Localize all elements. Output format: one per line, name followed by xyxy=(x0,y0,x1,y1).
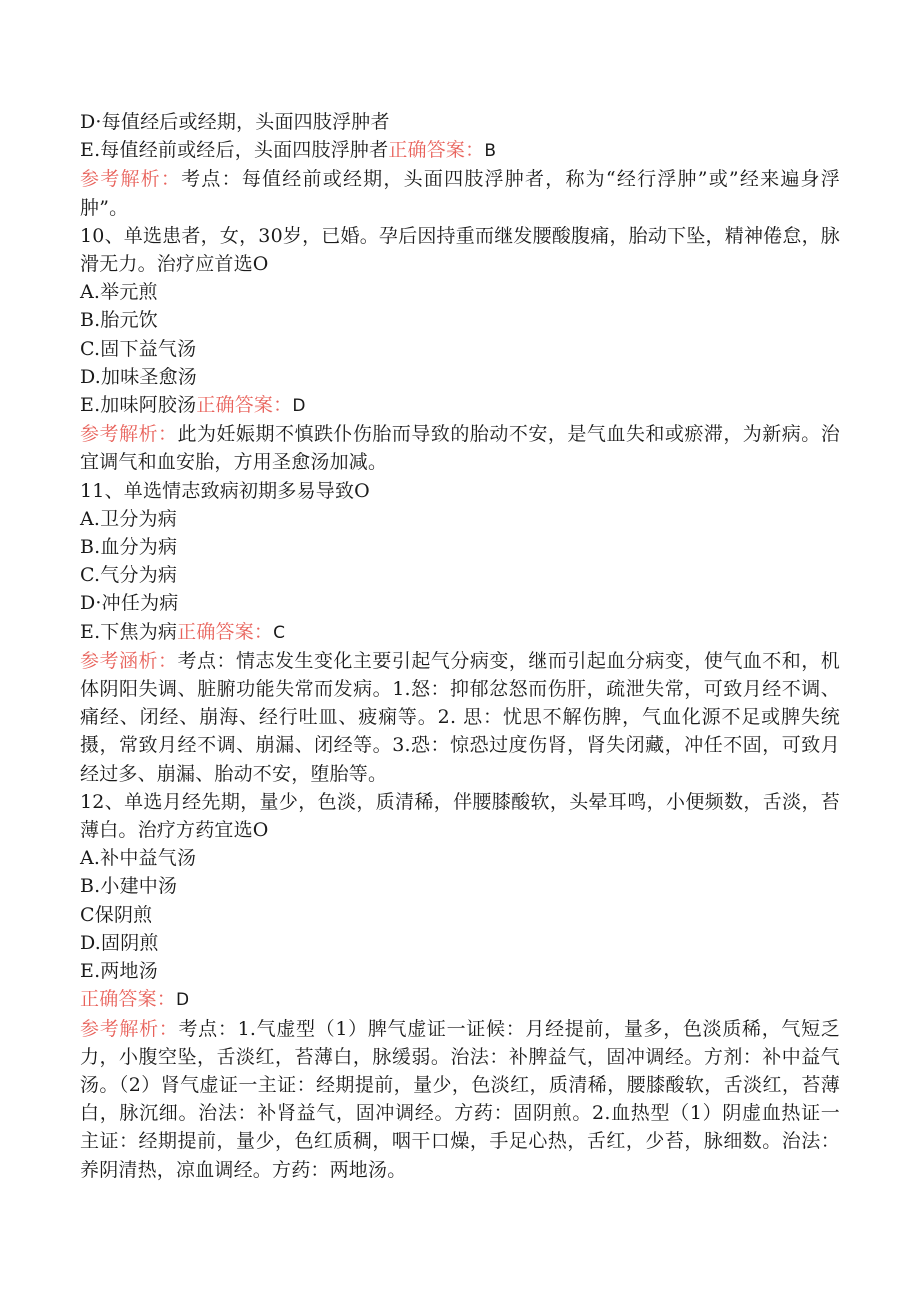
correct-answer-label: 正确答案： xyxy=(388,139,485,162)
q10-option-c: C.固下益气汤 xyxy=(80,337,197,360)
correct-answer-label: 正确答案： xyxy=(177,620,274,643)
q10-option-b: B.胎元饮 xyxy=(80,309,159,332)
q11-option-c: C.气分为病 xyxy=(80,564,178,587)
q12-option-a: A.补中益气汤 xyxy=(80,847,197,870)
q9-answer: B xyxy=(484,141,497,162)
q11-answer: C xyxy=(273,622,286,643)
q12-answer-line xyxy=(80,985,840,1014)
q10-analysis: 参考解析：此为妊娠期不慎跌仆伤胎而导致的胎动不安，是气血失和或瘀滞，为新病。治宜调气和血安胎，方用圣愈汤加减。 xyxy=(80,423,840,474)
q11-option-b: B.血分为病 xyxy=(80,536,178,559)
document-page xyxy=(80,108,840,1184)
q10-stem: 10、单选患者，女，30岁，已婚。孕后因持重而继发腰酸腹痛，胎动下坠，精神倦怠，脉滑无力。治疗应首选O xyxy=(80,224,840,276)
q12-option-c: C保阴煎 xyxy=(80,903,153,926)
q12-option-e: E.两地汤 xyxy=(80,960,158,983)
q12-analysis: 参考解析：考点：1.气虚型（1）脾气虚证一证候：月经提前，量多，色淡质稀，气短乏力，小腹空坠，舌淡红，苔薄白，脉缓弱。治法：补脾益气，固冲调经。方剂：补中益气汤。（2）肾气虚证一主证：经期提前，量少，色淡红，质清稀，腰膝酸软，舌淡红，苔薄白，脉沉细。治法：补肾益气，固冲调经。方药：固阴煎。2.血热型（1）阴虚血热证一主证：经期提前，量少，色红质稠，咽干口燥，手足心热，舌红，少苔，脉细数。治法：养阴清热，凉血调经。方药：两地汤。 xyxy=(80,1017,840,1181)
analysis-label: 参考解析： xyxy=(80,423,178,446)
q10-answer: D xyxy=(292,396,306,417)
q11-stem: 11、单选情志致病初期多易导致O xyxy=(80,479,370,502)
q9-option-e: E.每值经前或经后，头面四肢浮肿者正确答案：B xyxy=(80,139,497,162)
correct-answer-label: 正确答案： xyxy=(196,394,293,417)
q11-option-d: D·冲任为病 xyxy=(80,592,179,615)
q9-option-d: D·每值经后或经期，头面四肢浮肿者 xyxy=(80,111,390,133)
q12-answer: D xyxy=(176,990,190,1011)
q9-analysis: 参考解析：考点：每值经前或经期，头面四肢浮肿者，称为“经行浮肿”或”经来遍身浮肿”。 xyxy=(80,168,840,219)
analysis-label: 参考解析： xyxy=(80,168,182,191)
analysis-label: 参考涵析： xyxy=(80,649,178,672)
q11-analysis: 参考涵析：考点：情志发生变化主要引起气分病变，继而引起血分病变，使气血不和，机体阴阳失调、脏腑功能失常而发病。1.怒：抑郁忿怒而伤肝，疏泄失常，可致月经不调、痛经、闭经、崩海、经行吐皿、疲痫等。2. 思：忧思不解伤脾，气血化源不足或脾失统摄，常致月经不调、崩漏、闭经等。3.恐：惊恐过度伤肾，肾失闭藏，冲任不固，可致月经过多、崩漏、胎动不安，堕胎等。 xyxy=(80,649,840,785)
q12-option-b: B.小建中汤 xyxy=(80,875,178,898)
q11-option-e: E.下焦为病正确答案：C xyxy=(80,620,286,643)
q10-option-e: E.加味阿胶汤正确答案：D xyxy=(80,394,306,417)
q10-option-d: D.加味圣愈汤 xyxy=(80,365,197,388)
q12-stem: 12、单选月经先期，量少，色淡，质清稀，伴腰膝酸软，头晕耳鸣，小便频数，舌淡，苔薄白。治疗方药宜选O xyxy=(80,790,840,842)
correct-answer-label: 正确答案： xyxy=(80,988,177,1011)
q12-option-d: D.固阴煎 xyxy=(80,931,159,954)
q11-option-a: A.卫分为病 xyxy=(80,507,177,530)
q10-option-a: A.举元煎 xyxy=(80,281,158,304)
analysis-label: 参考解析： xyxy=(80,1017,179,1040)
